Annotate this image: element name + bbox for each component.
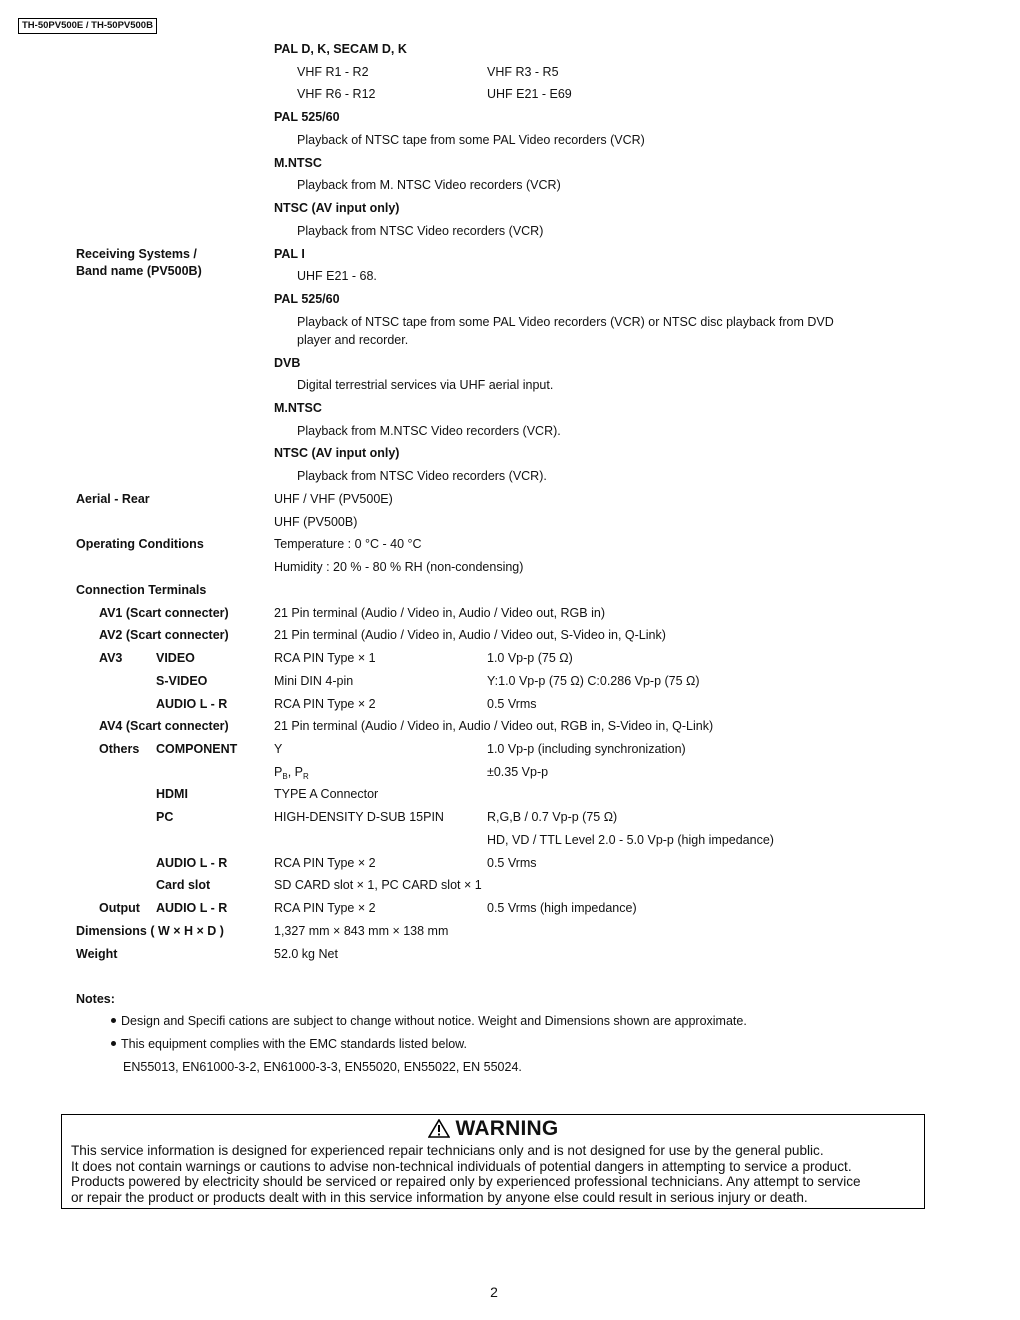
pal525-text-e: Playback of NTSC tape from some PAL Video recorders (VCR) xyxy=(297,133,645,147)
component-y: Y xyxy=(274,742,283,756)
warning-line-4: or repair the product or products dealt with in this service information by anyone else could result in serious injury or death. xyxy=(71,1189,808,1205)
warning-line-2: It does not contain warnings or cautions to advise non-technical individuals of potential dangers in attempting to service a product. xyxy=(71,1158,852,1174)
bullet-icon xyxy=(111,1018,116,1023)
hdmi-label: HDMI xyxy=(156,787,188,801)
pal525-heading-e: PAL 525/60 xyxy=(274,110,340,124)
av4-label: AV4 (Scart connecter) xyxy=(99,719,229,733)
output-audio-label: AUDIO L - R xyxy=(156,901,228,915)
audio2-type: RCA PIN Type × 2 xyxy=(274,856,376,870)
output-type: RCA PIN Type × 2 xyxy=(274,901,376,915)
vhf-r1-r2: VHF R1 - R2 xyxy=(297,65,369,79)
component-r-sub: R xyxy=(302,772,309,781)
bullet-icon xyxy=(111,1041,116,1046)
dimensions-label: Dimensions ( W × H × D ) xyxy=(76,924,224,938)
hdmi-type: TYPE A Connector xyxy=(274,787,379,801)
note-1 xyxy=(111,1014,747,1028)
terminals-label: Connection Terminals xyxy=(76,583,207,597)
card-slot-label: Card slot xyxy=(156,878,211,892)
av3-video-type: RCA PIN Type × 1 xyxy=(274,651,376,665)
others-label: Others xyxy=(99,742,140,756)
output-spec: 0.5 Vrms (high impedance) xyxy=(487,901,637,915)
av1-label: AV1 (Scart connecter) xyxy=(99,606,229,620)
av3-audio-spec: 0.5 Vrms xyxy=(487,697,537,711)
secam-heading: PAL D, K, SECAM D, K xyxy=(274,42,407,56)
ntsc-text-e: Playback from NTSC Video recorders (VCR) xyxy=(297,224,544,238)
pc-spec-1: R,G,B / 0.7 Vp-p (75 Ω) xyxy=(487,810,618,824)
notes-label: Notes: xyxy=(76,992,115,1006)
ntsc-heading-b: NTSC (AV input only) xyxy=(274,446,400,460)
vhf-r3-r5: VHF R3 - R5 xyxy=(487,65,559,79)
warning-title xyxy=(62,1117,924,1141)
operating-label: Operating Conditions xyxy=(76,537,204,551)
av2-value: 21 Pin terminal (Audio / Video in, Audio / Video out, S-Video in, Q-Link) xyxy=(274,628,666,642)
pv500b-label-2: Band name (PV500B) xyxy=(76,264,202,278)
warning-box xyxy=(61,1114,925,1209)
av3-label: AV3 xyxy=(99,651,123,665)
warning-line-1: This service information is designed for experienced repair technicians only and is not designed for use by the general public. xyxy=(71,1143,824,1158)
ntsc-heading-e: NTSC (AV input only) xyxy=(274,201,400,215)
weight-label: Weight xyxy=(76,947,118,961)
model-label: TH-50PV500E / TH-50PV500B xyxy=(18,18,157,34)
pc-spec-2: HD, VD / TTL Level 2.0 - 5.0 Vp-p (high impedance) xyxy=(487,833,774,847)
aerial-value-1: UHF / VHF (PV500E) xyxy=(274,492,393,506)
mntsc-text-e: Playback from M. NTSC Video recorders (VCR) xyxy=(297,178,561,192)
warning-title-text: WARNING xyxy=(455,1117,559,1140)
aerial-value-2: UHF (PV500B) xyxy=(274,515,358,529)
av3-video-label: VIDEO xyxy=(156,651,195,665)
component-p: P xyxy=(274,765,283,779)
dvb-text: Digital terrestrial services via UHF aerial input. xyxy=(297,378,554,392)
output-label: Output xyxy=(99,901,140,915)
pali-heading: PAL I xyxy=(274,247,305,261)
warning-triangle-icon xyxy=(428,1119,450,1138)
audio2-label: AUDIO L - R xyxy=(156,856,228,870)
av3-svideo-label: S-VIDEO xyxy=(156,674,208,688)
warning-line-3: Products powered by electricity should be serviced or repaired only by experienced professional technicians. Any attempt to service xyxy=(71,1174,861,1190)
dimensions-value: 1,327 mm × 843 mm × 138 mm xyxy=(274,924,449,938)
humidity: Humidity : 20 % - 80 % RH (non-condensing) xyxy=(274,560,524,574)
av3-svideo-spec: Y:1.0 Vp-p (75 Ω) C:0.286 Vp-p (75 Ω) xyxy=(487,674,700,688)
pali-text: UHF E21 - 68. xyxy=(297,269,377,283)
pc-label: PC xyxy=(156,810,174,824)
av1-value: 21 Pin terminal (Audio / Video in, Audio / Video out, RGB in) xyxy=(274,606,605,620)
warning-text xyxy=(71,1143,861,1205)
mntsc-heading-e: M.NTSC xyxy=(274,156,322,170)
component-sep: , P xyxy=(287,765,303,779)
pal525-text-b-2: player and recorder. xyxy=(297,333,409,347)
audio2-spec: 0.5 Vrms xyxy=(487,856,537,870)
av3-audio-label: AUDIO L - R xyxy=(156,697,228,711)
component-label: COMPONENT xyxy=(156,742,238,756)
mntsc-heading-b: M.NTSC xyxy=(274,401,322,415)
component-y-spec: 1.0 Vp-p (including synchronization) xyxy=(487,742,686,756)
av4-value: 21 Pin terminal (Audio / Video in, Audio / Video out, RGB in, S-Video in, Q-Link) xyxy=(274,719,714,733)
dvb-heading: DVB xyxy=(274,356,301,370)
pal525-heading-b: PAL 525/60 xyxy=(274,292,340,306)
note-3: EN55013, EN61000-3-2, EN61000-3-3, EN55020, EN55022, EN 55024. xyxy=(123,1060,522,1074)
page-number: 2 xyxy=(490,1284,498,1300)
note-1-text: Design and Specifi cations are subject to change without notice. Weight and Dimensions shown are approximate. xyxy=(121,1014,747,1028)
aerial-label: Aerial - Rear xyxy=(76,492,150,506)
temperature: Temperature : 0 °C - 40 °C xyxy=(274,537,422,551)
component-pbpr xyxy=(274,765,309,781)
uhf-e21-e69: UHF E21 - E69 xyxy=(487,87,572,101)
vhf-r6-r12: VHF R6 - R12 xyxy=(297,87,376,101)
ntsc-text-b: Playback from NTSC Video recorders (VCR). xyxy=(297,469,547,483)
pv500b-label-1: Receiving Systems / xyxy=(76,247,197,261)
pal525-text-b-1: Playback of NTSC tape from some PAL Video recorders (VCR) or NTSC disc playback from DVD xyxy=(297,315,834,329)
pc-type: HIGH-DENSITY D-SUB 15PIN xyxy=(274,810,444,824)
av3-audio-type: RCA PIN Type × 2 xyxy=(274,697,376,711)
av3-svideo-type: Mini DIN 4-pin xyxy=(274,674,354,688)
note-2 xyxy=(111,1037,467,1051)
component-b-sub: B xyxy=(282,772,288,781)
note-2-text: This equipment complies with the EMC standards listed below. xyxy=(121,1037,467,1051)
weight-value: 52.0 kg Net xyxy=(274,947,338,961)
av2-label: AV2 (Scart connecter) xyxy=(99,628,229,642)
av3-video-spec: 1.0 Vp-p (75 Ω) xyxy=(487,651,573,665)
mntsc-text-b: Playback from M.NTSC Video recorders (VCR). xyxy=(297,424,561,438)
card-slot-value: SD CARD slot × 1, PC CARD slot × 1 xyxy=(274,878,482,892)
component-pbpr-spec: ±0.35 Vp-p xyxy=(487,765,549,779)
